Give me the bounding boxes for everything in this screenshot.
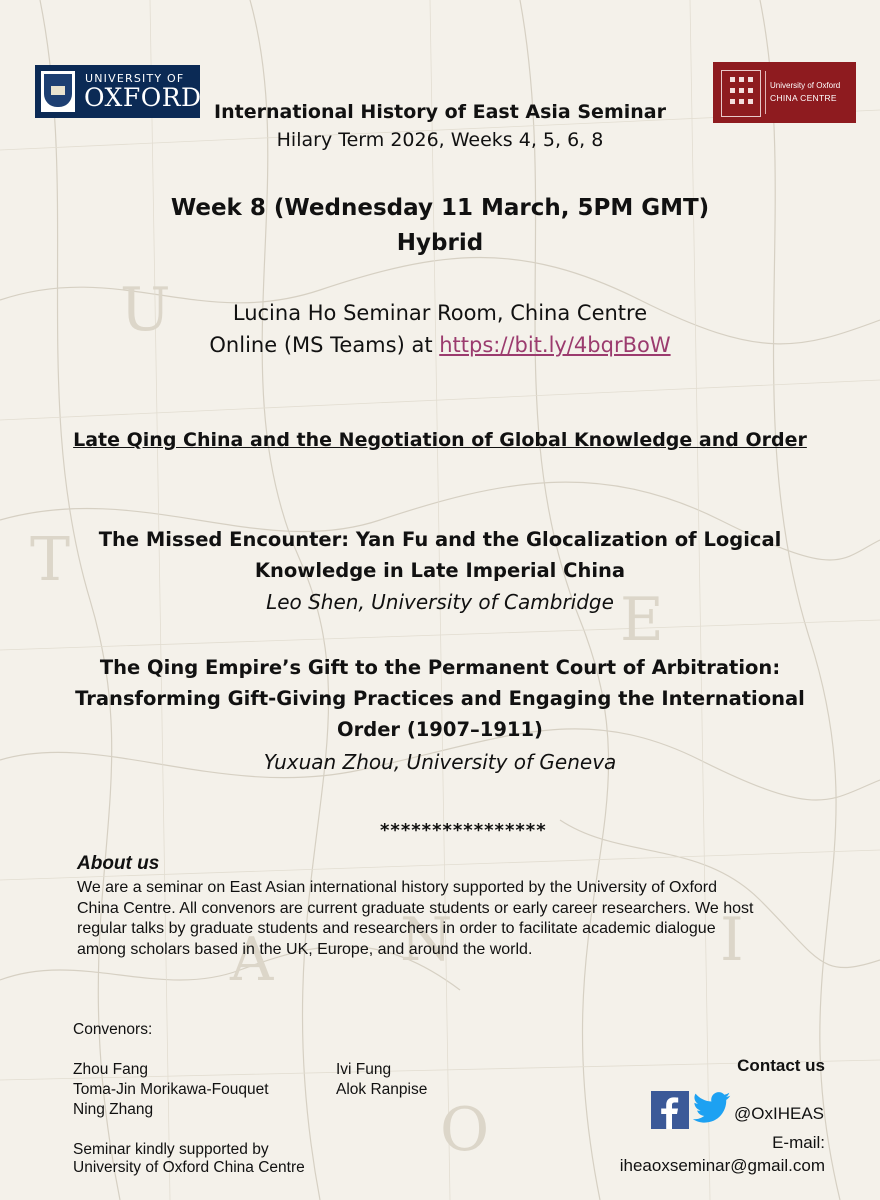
talk2-title	[0, 652, 880, 745]
panel-title: Late Qing China and the Negotiation of Global Knowledge and Order	[73, 429, 807, 451]
contact-heading: Contact us	[737, 1056, 825, 1075]
talk2-title-line: The Qing Empire’s Gift to the Permanent Court of Arbitration:	[99, 656, 781, 679]
svg-text:O: O	[440, 1095, 490, 1165]
convenor-name: Alok Ranpise	[336, 1081, 428, 1098]
about-line: China Centre. All convenors are current graduate students or early career researchers. We host	[77, 899, 754, 917]
event-mode: Hybrid	[396, 230, 484, 256]
svg-text:A: A	[230, 925, 274, 995]
talk1-title-line: The Missed Encounter: Yan Fu and the Glocalization of Logical	[98, 528, 782, 551]
support-line: Seminar kindly supported by	[73, 1141, 269, 1158]
twitter-handle[interactable]: @OxIHEAS	[734, 1104, 824, 1123]
email-address[interactable]: iheaoxseminar@gmail.com	[619, 1156, 825, 1175]
svg-text:T: T	[30, 525, 71, 595]
svg-text:I: I	[720, 905, 744, 975]
star-divider: ****************	[380, 820, 547, 841]
talk1-title	[0, 524, 880, 586]
talk2-title-line: Transforming Gift-Giving Practices and Engaging the International	[75, 687, 805, 710]
convenor-name: Ning Zhang	[73, 1101, 154, 1118]
event-online	[0, 333, 880, 357]
talk1-title-line: Knowledge in Late Imperial China	[254, 559, 626, 582]
seminar-term: Hilary Term 2026, Weeks 4, 5, 6, 8	[276, 129, 604, 151]
about-line: regular talks by graduate students and researchers in order to facilitate academic dialogue	[77, 920, 716, 937]
svg-text:U: U	[120, 275, 171, 345]
talk2-speaker: Yuxuan Zhou, University of Geneva	[263, 750, 617, 774]
about-heading: About us	[77, 853, 160, 874]
talk2-title-line: Order (1907–1911)	[337, 718, 543, 741]
oxford-logo-line1: UNIVERSITY OF	[85, 72, 185, 85]
email-label: E-mail:	[772, 1133, 825, 1152]
convenor-name: Toma-Jin Morikawa-Fouquet	[73, 1081, 269, 1098]
svg-text:N: N	[400, 905, 453, 975]
china-centre-logo-line1: University of Oxford	[770, 81, 841, 90]
china-centre-logo-line2: CHINA CENTRE	[770, 93, 837, 103]
teams-link[interactable]: https://bit.ly/4bqrBoW	[439, 333, 671, 357]
support-line: University of Oxford China Centre	[73, 1159, 305, 1176]
online-prefix: Online (MS Teams) at	[209, 333, 440, 357]
about-line: We are a seminar on East Asian international history supported by the University of Oxford	[77, 879, 718, 896]
talk1-speaker: Leo Shen, University of Cambridge	[266, 590, 614, 614]
twitter-icon[interactable]	[693, 1092, 731, 1128]
oxford-logo-line2: OXFORD	[84, 83, 202, 112]
seminar-title: International History of East Asia Seminar	[214, 101, 666, 123]
convenors-label: Convenors:	[73, 1021, 153, 1038]
about-line: among scholars based in the UK, Europe, and around the world.	[77, 940, 533, 958]
event-venue: Lucina Ho Seminar Room, China Centre	[232, 301, 648, 325]
convenor-name: Ivi Fung	[336, 1061, 392, 1078]
about-text	[77, 878, 837, 960]
facebook-icon[interactable]	[651, 1091, 689, 1129]
convenor-name: Zhou Fang	[73, 1061, 148, 1078]
event-date: Week 8 (Wednesday 11 March, 5PM GMT)	[170, 195, 710, 221]
svg-text:E: E	[620, 585, 664, 655]
